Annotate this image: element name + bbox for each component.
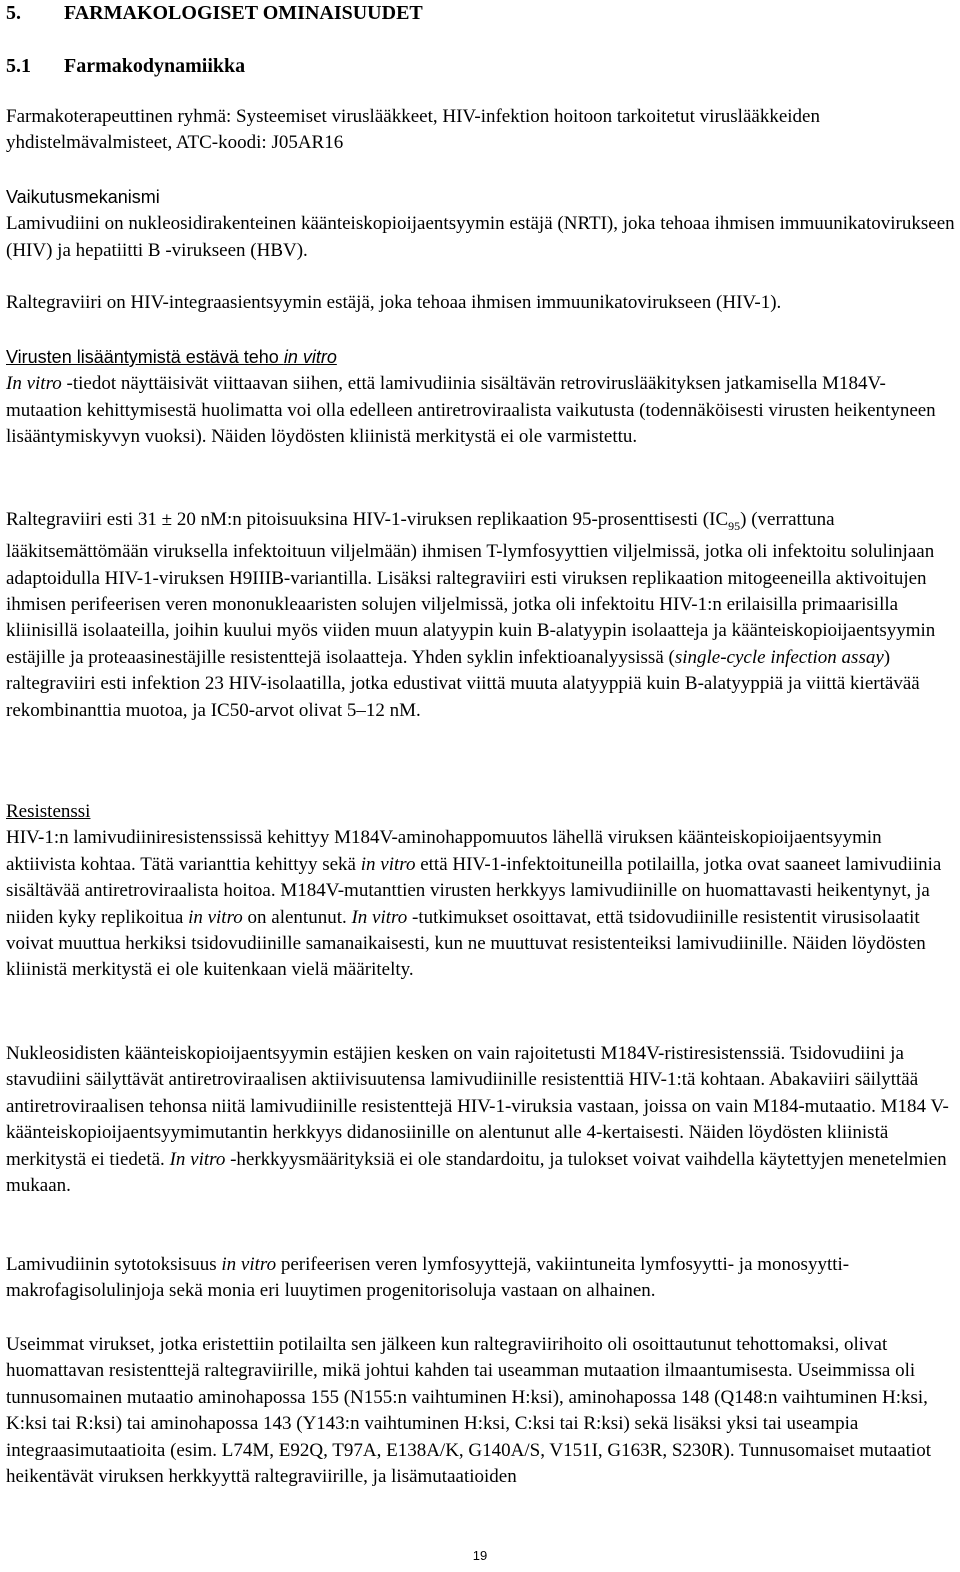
mechanism-paragraph-2: Raltegraviiri on HIV-integraasientsyymin estäjä, joka tehoaa ihmisen immuunikatovirukseen (HIV-1). (6, 292, 782, 313)
in-vitro-heading (6, 347, 337, 367)
raltegravir-text-b: ) (verrattuna lääkitsemättömään viruksella infektoituun viljelmään) ihmisen T-lymfosyyttien viljelmissä, jotka oli infektoitu solulinjaan adaptoidulla HIV-1-viruksen H9IIIB-variantilla. Lisäksi raltegraviiri esti viruksen replikaation mitogeeneilla aktivoitujen ihmisen perifeerisen veren mononukleaaristen solujen viljelmissä, jotka oli infektoitu HIV-1:n erilaisilla primaarisilla kliinisillä isolaateilla, joihin kuului myös viiden muun alatyypin kuin B-alatyypin isolaatteja ja käänteiskopioijaentsyymin estäjille ja proteaasinestäjille resistenttejä isolaatteja. Yhden syklin infektioanalyysissä ( (6, 509, 936, 668)
ic95-subscript: 95 (728, 518, 741, 533)
resistance-p1-a: HIV-1:n lamivudiiniresistenssissä kehittyy M184V-aminohappomuutos lähellä viruksen käänteiskopioijaentsyymin aktiivista kohtaa. Tätä varianttia kehittyy sekä (6, 827, 882, 875)
raltegravir-text-c: ) raltegraviiri esti infektion 23 HIV-isolaatilla, jotka edustivat viittä muuta alatyyppiä kuin B-alatyyppiä ja viittä kiertävää rekombinanttia muotoa, ja IC50-arvot olivat 5–12 nM. (6, 646, 920, 721)
resistance-p1-italic-3: In vitro (351, 906, 408, 928)
resistance-heading: Resistenssi (6, 801, 91, 822)
cytotoxicity-b: perifeerisen veren lymfosyyttejä, vakiintuneita lymfosyytti- ja monosyytti- makrofagisolulinjoja sekä monia eri luuytimen progenitorisoluja vastaan on alhainen. (6, 1254, 850, 1302)
resistance-p1-italic-1: in vitro (360, 853, 416, 875)
resistance-p2-a: Nukleosidisten käänteiskopioijaentsyymin estäjien kesken on vain rajoitetusti M184V-ristiresistenssiä. Tsidovudiini ja stavudiini säilyttävät antiretroviraalisen aktiivisuutensa lamivudiinille resistenttiä HIV-1:tä kohtaan. Abakaviiri säilyttää antiretroviraalisen tehonsa niitä lamivudiinille resistenttejä HIV-1-viruksia vastaan, joissa on vain M184-mutaatio. M184 V-käänteiskopioijaentsyymimutantin herkkyys didanosiinille on alentunut alle 4-kertaisesti. Näiden löydösten kliinistä merkitystä ei tiedetä. (6, 1043, 949, 1170)
resistance-p1-b: että HIV-1-infektoituneilla potilailla, jotka ovat saaneet lamivudiinia sisältävää antiretroviraalista hoitoa. M184V-mutanttien virusten herkkyys lamivudiinille on huomattavasti heikentynyt, ja niiden kyky replikoitua (6, 853, 942, 928)
section-number: 5. (6, 2, 21, 24)
subsection-title: Farmakodynamiikka (64, 55, 246, 77)
in-vitro-heading-italic: in vitro (283, 347, 337, 367)
mechanism-paragraph-1: Lamivudiini on nukleosidirakenteinen käänteiskopioijaentsyymin estäjä (NRTI), joka tehoaa ihmisen immuunikatovirukseen (HIV) ja hepatiitti B -virukseen (HBV). (6, 213, 955, 261)
resistance-p2-italic: In vitro (169, 1148, 226, 1170)
cytotoxicity-italic: in vitro (221, 1254, 277, 1275)
resistance-paragraph-2 (6, 1041, 956, 1199)
therapeutic-group-paragraph: Farmakoterapeuttinen ryhmä: Systeemiset viruslääkkeet, HIV-infektion hoitoon tarkoitetut viruslääkkeiden yhdistelmävalmisteet, ATC-koodi: J05AR16 (6, 106, 820, 154)
single-cycle-italic: single-cycle infection assay (674, 646, 884, 668)
in-vitro-para1-italic: In vitro (6, 373, 62, 395)
cytotoxicity-a: Lamivudiinin sytotoksisuus (6, 1254, 222, 1275)
mechanism-section (6, 184, 956, 264)
raltegravir-in-vitro-paragraph (6, 507, 956, 724)
subsection-number: 5.1 (6, 55, 31, 77)
in-vitro-heading-text: Virusten lisääntymistä estävä teho (6, 347, 284, 367)
subsection-heading (6, 53, 245, 79)
raltegravir-text-a: Raltegraviiri esti 31 ± 20 nM:n pitoisuuksina HIV-1-viruksen replikaation 95-prosenttisesti (IC (6, 509, 729, 530)
page-number: 19 (472, 1548, 488, 1563)
resistance-p1-c: on alentunut. (242, 906, 352, 928)
resistance-p2-b: -herkkyysmäärityksiä ei ole standardoitu, ja tulokset voivat vaihdella käytettyjen menetelmien mukaan. (6, 1148, 947, 1197)
section-heading (6, 0, 423, 26)
in-vitro-section (6, 344, 956, 451)
in-vitro-para1-text: -tiedot näyttäisivät viittaavan siihen, että lamivudiinia sisältävän retroviruslääkityksen jatkamisella M184V-mutaation kehittymisestä huolimatta voi olla edelleen antiretroviraalista vaikutusta (todennäköisesti virusten heikentyneen lisääntymiskyvyn vuoksi). Näiden löydösten kliinistä merkitystä ei ole varmistettu. (6, 373, 936, 448)
mechanism-heading: Vaikutusmekanismi (6, 187, 160, 207)
cytotoxicity-paragraph (6, 1252, 956, 1305)
resistance-p1-d: -tutkimukset osoittavat, että tsidovudiinille resistentit virusisolaatit voivat muuttua herkiksi tsidovudiinille samanaikaisesti, kun ne muuttuvat resistenteiksi lamivudiinille. Näiden löydösten kliinistä merkitystä ei ole kuitenkaan vielä määritelty. (6, 906, 926, 981)
resistance-section (6, 799, 956, 984)
section-title: FARMAKOLOGISET OMINAISUUDET (64, 2, 423, 24)
raltegravir-resistance-paragraph: Useimmat virukset, jotka eristettiin potilailta sen jälkeen kun raltegraviirihoito oli osoittautunut tehottomaksi, olivat huomattavan resistenttejä raltegraviirille, mikä johtui kahden tai useamman mutaation ilmaantumisesta. Useimmissa oli tunnusomainen mutaatio aminohapossa 155 (N155:n vaihtuminen H:ksi), aminohapossa 148 (Q148:n vaihtuminen H:ksi, K:ksi tai R:ksi) tai aminohapossa 143 (Y143:n vaihtuminen H:ksi, C:ksi tai R:ksi) sekä lisäksi yksi tai useampia integraasimutaatioita (esim. L74M, E92Q, T97A, E138A/K, G140A/S, V151I, G163R, S230R). Tunnusomaiset mutaatiot heikentävät viruksen herkkyyttä raltegraviirille, ja lisämutaatioiden (6, 1334, 931, 1488)
resistance-p1-italic-2: in vitro (188, 906, 243, 928)
